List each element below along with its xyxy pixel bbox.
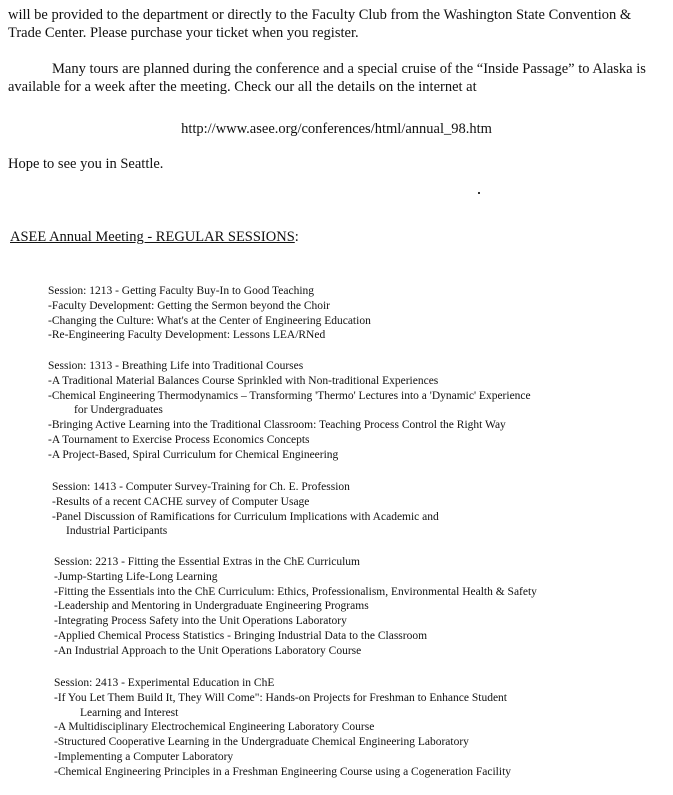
conference-url: http://www.asee.org/conferences/html/annual_98.htm [181, 121, 492, 137]
session-item: -If You Let Them Build It, They Will Come": Hands-on Projects for Freshman to Enhance Student [54, 691, 507, 704]
session-item: -Fitting the Essentials into the ChE Curriculum: Ethics, Professionalism, Environmental Health & Safety [54, 585, 537, 598]
session-item: -Panel Discussion of Ramifications for Curriculum Implications with Academic and [52, 510, 439, 523]
session-1313 [48, 359, 531, 463]
intro-paragraph-1: will be provided to the department or directly to the Faculty Club from the Washington State Convention & Trade Center. Please purchase your ticket when you register. [8, 7, 632, 41]
session-item-continuation: for Undergraduates [74, 404, 163, 417]
session-item: -Structured Cooperative Learning in the Undergraduate Chemical Engineering Laboratory [54, 736, 469, 749]
session-item: -Results of a recent CACHE survey of Computer Usage [52, 495, 310, 508]
session-item-continuation: Learning and Interest [80, 706, 179, 719]
session-item: -Changing the Culture: What's at the Center of Engineering Education [48, 314, 371, 327]
session-item: -A Multidisciplinary Electrochemical Engineering Laboratory Course [54, 721, 375, 734]
session-title: Session: 2213 - Fitting the Essential Extras in the ChE Curriculum [54, 556, 361, 568]
session-item: -A Tournament to Exercise Process Economics Concepts [48, 433, 310, 446]
stray-dot [478, 192, 480, 194]
session-item: -Chemical Engineering Principles in a Freshman Engineering Course using a Cogeneration Facility [54, 765, 512, 778]
session-2413 [54, 676, 511, 780]
session-title: Session: 1313 - Breathing Life into Traditional Courses [48, 360, 304, 372]
session-item: -Implementing a Computer Laboratory [54, 750, 234, 763]
session-item: -A Project-Based, Spiral Curriculum for Chemical Engineering [48, 448, 339, 461]
session-title: Session: 1413 - Computer Survey-Training for Ch. E. Profession [52, 481, 350, 493]
session-item: -Jump-Starting Life-Long Learning [54, 570, 218, 583]
session-item: -Integrating Process Safety into the Unit Operations Laboratory [54, 615, 347, 628]
session-2213 [54, 555, 537, 659]
session-item: -Re-Engineering Faculty Development: Lessons LEA/RNed [48, 329, 326, 342]
session-item: -Chemical Engineering Thermodynamics – Transforming 'Thermo' Lectures into a 'Dynamic' Experience [48, 389, 531, 402]
session-title: Session: 1213 - Getting Faculty Buy-In to Good Teaching [48, 285, 315, 297]
session-item: -Applied Chemical Process Statistics - Bringing Industrial Data to the Classroom [54, 629, 428, 642]
section-heading-colon: : [294, 229, 299, 245]
session-item: -A Traditional Material Balances Course Sprinkled with Non-traditional Experiences [48, 374, 439, 387]
session-item: -Bringing Active Learning into the Traditional Classroom: Teaching Process Control the Right Way [48, 419, 506, 432]
session-item: -Leadership and Mentoring in Undergraduate Engineering Programs [54, 600, 369, 613]
session-title: Session: 2413 - Experimental Education in ChE [54, 677, 275, 689]
session-item: -Faculty Development: Getting the Sermon beyond the Choir [48, 299, 331, 312]
closing-line: Hope to see you in Seattle. [8, 156, 164, 172]
session-1413 [52, 480, 439, 539]
session-item-continuation: Industrial Participants [66, 525, 168, 538]
section-heading [10, 229, 299, 246]
intro-paragraph-2: Many tours are planned during the conference and a special cruise of the “Inside Passage” to Alaska is available for a week after the meeting. Check our all the details on the internet at [8, 61, 646, 95]
session-item: -An Industrial Approach to the Unit Operations Laboratory Course [54, 644, 362, 657]
session-1213 [48, 284, 371, 343]
section-heading-text: ASEE Annual Meeting - REGULAR SESSIONS [10, 229, 295, 245]
